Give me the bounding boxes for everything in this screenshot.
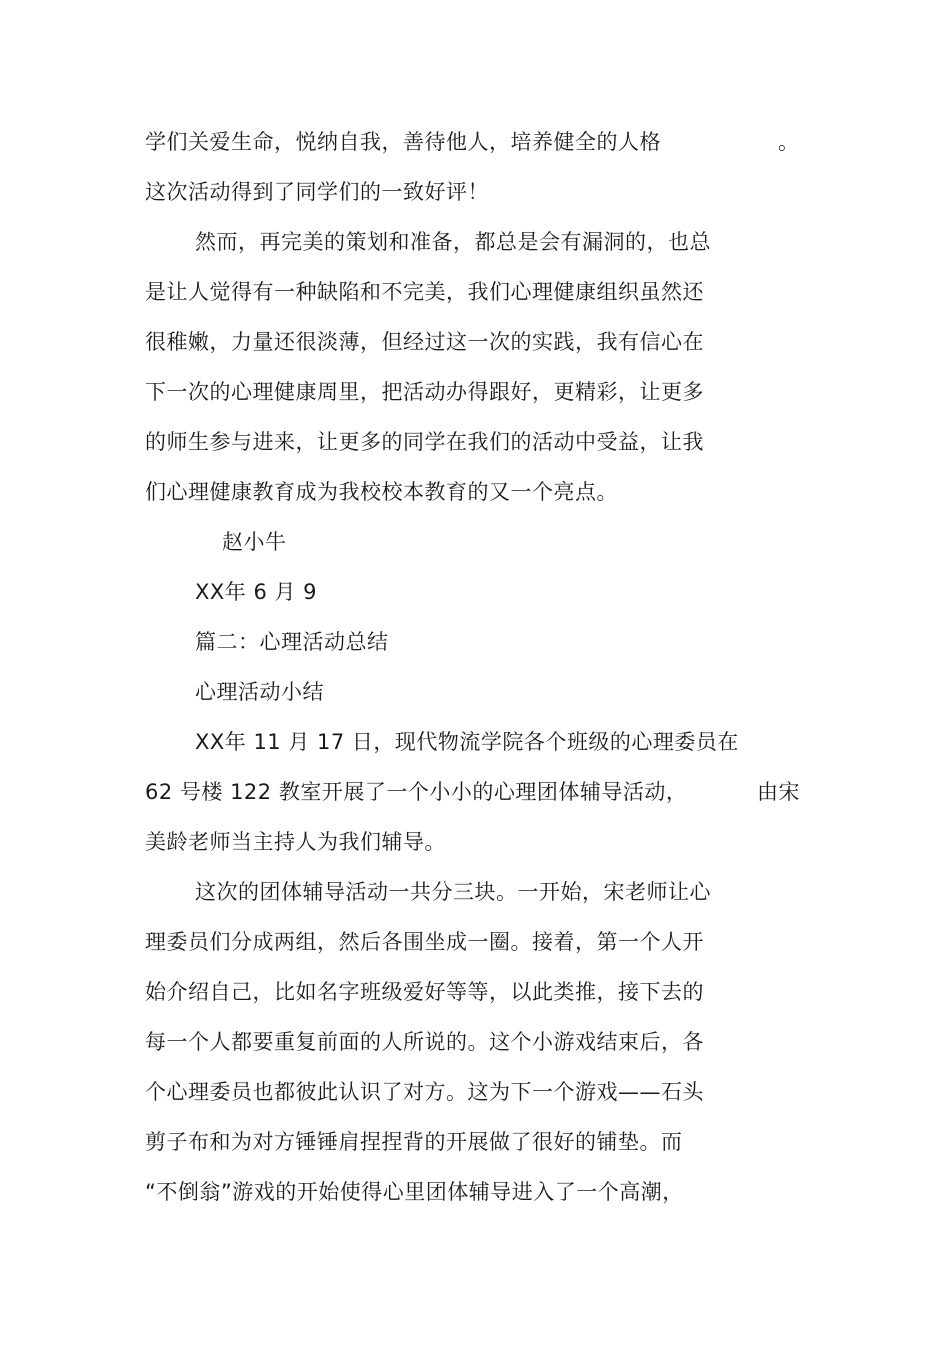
text-line: 这次活动得到了同学们的一致好评！ <box>145 180 489 204</box>
text-line: 是让人觉得有一种缺陷和不完美，我们心理健康组织虽然还 <box>145 280 704 304</box>
signature-date: XX年 6 月 9 <box>195 580 318 604</box>
text-line: 个心理委员也都彼此认识了对方。这为下一个游戏——石头 <box>145 1080 704 1104</box>
text-line: XX年 11 月 17 日，现代物流学院各个班级的心理委员在 <box>195 730 739 754</box>
text-line: 每一个人都要重复前面的人所说的。这个小游戏结束后，各 <box>145 1030 704 1054</box>
text-line: 们心理健康教育成为我校校本教育的又一个亮点。 <box>145 480 618 504</box>
section-heading: 篇二：心理活动总结 <box>195 630 389 654</box>
text-line: 很稚嫩，力量还很淡薄，但经过这一次的实践，我有信心在 <box>145 330 704 354</box>
text-line: 剪子布和为对方锤锤肩捏捏背的开展做了很好的铺垫。而 <box>145 1130 683 1154</box>
text-line: 下一次的心理健康周里，把活动办得跟好，更精彩，让更多 <box>145 380 704 404</box>
text-line: 学们关爱生命，悦纳自我，善待他人，培养健全的人格 <box>145 130 661 154</box>
text-line: 美龄老师当主持人为我们辅导。 <box>145 830 446 854</box>
text-line: 。 <box>778 130 800 154</box>
section-subheading: 心理活动小结 <box>195 680 324 704</box>
text-line: “不倒翁”游戏的开始使得心里团体辅导进入了一个高潮， <box>145 1180 684 1204</box>
text-line: 的师生参与进来，让更多的同学在我们的活动中受益，让我 <box>145 430 704 454</box>
signature-name: 赵小牛 <box>222 530 287 554</box>
text-line: 这次的团体辅导活动一共分三块。一开始，宋老师让心 <box>195 880 711 904</box>
text-line: 然而，再完美的策划和准备，都总是会有漏洞的，也总 <box>195 230 711 254</box>
text-line: 由宋 <box>757 780 800 804</box>
text-line: 始介绍自己，比如名字班级爱好等等，以此类推，接下去的 <box>145 980 704 1004</box>
text-line: 理委员们分成两组，然后各围坐成一圈。接着，第一个人开 <box>145 930 704 954</box>
text-line: 62 号楼 122 教室开展了一个小小的心理团体辅导活动， <box>145 780 688 804</box>
